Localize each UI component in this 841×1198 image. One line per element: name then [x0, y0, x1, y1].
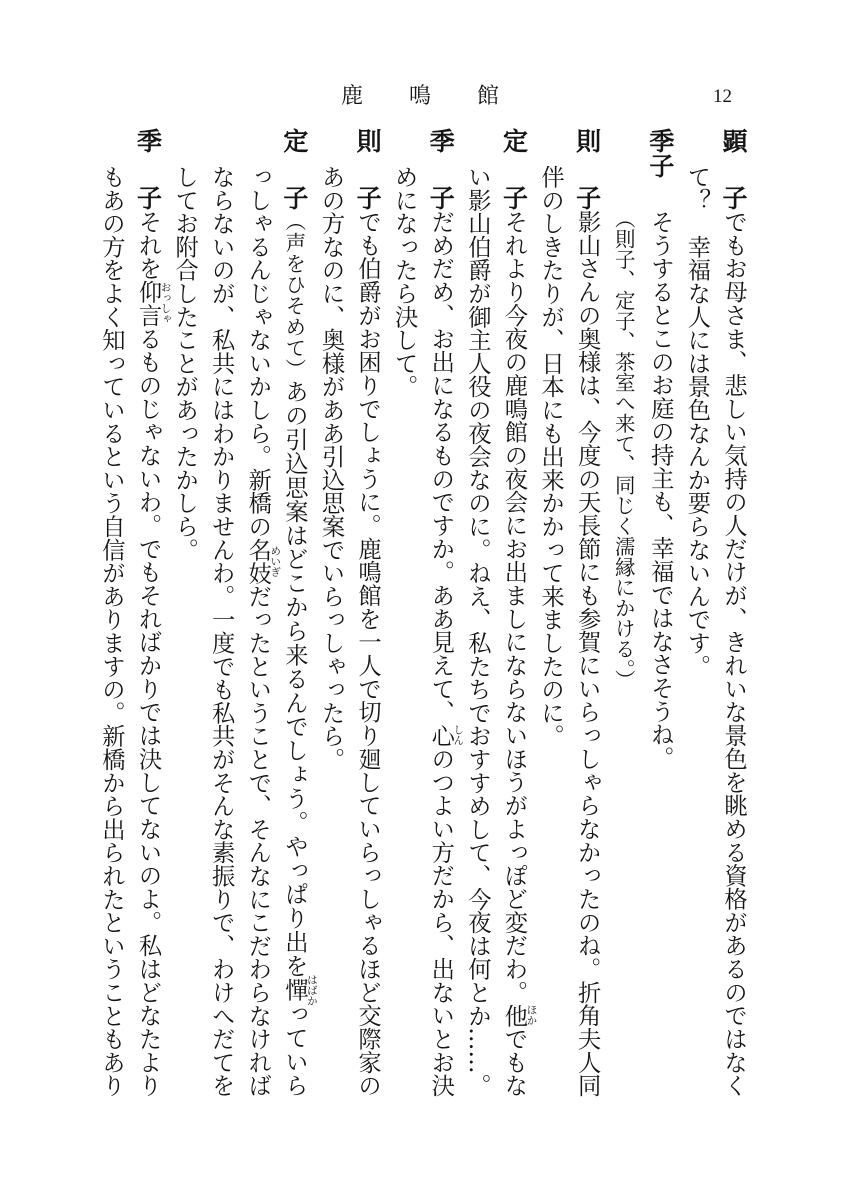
- dialogue-text: て？ 幸福な人には景色なんか要らないんです。: [683, 165, 711, 678]
- ruby-annotation: はばか: [305, 974, 318, 1006]
- dialogue-continuation-line: [239, 128, 282, 1097]
- dialogue-continuation-line: [92, 128, 129, 1097]
- ruby-base: 名妓: [244, 537, 272, 585]
- dialogue-text: っていら: [280, 1001, 308, 1097]
- dialogue-continuation-line: [678, 128, 715, 1097]
- ruby-group: [500, 1003, 538, 1027]
- dialogue-text: そうするとこのお庭の持主も、幸福ではなさそうね。: [646, 210, 674, 770]
- dialogue-continuation-line: [312, 128, 349, 1097]
- speaker-name: 季子: [426, 128, 456, 210]
- dialogue-text: でもお母さま、悲しい気持の人だけが、きれいな景色を眺める資格があるのではなく: [720, 210, 747, 1097]
- dialogue-line: [348, 128, 385, 1097]
- speaker-name: 季子: [133, 128, 163, 210]
- ruby-base: 他: [500, 1003, 528, 1027]
- dialogue-text: してお附合したことがあったかしら。: [171, 165, 199, 562]
- dialogue-text: ならないのが、私共にはわかりませんわ。一度でも私共がそんな素振りで、わけへだてを: [207, 165, 235, 1097]
- dialogue-line: [641, 128, 678, 1097]
- dialogue-text: 影山さんの奥様は、今度の天長節にも参賀にいらっしゃらなかったのね。折角夫人同: [573, 210, 601, 1097]
- dialogue-continuation-line: [458, 128, 495, 1097]
- speaker-name: 則子: [353, 128, 383, 210]
- dialogue-text: るものじゃないわ。でもそればかりでは決してないのよ。私はどなたより: [134, 326, 162, 1097]
- dialogue-text: い影山伯爵が御主人役の夜会なのに。ねえ、私たちでおすすめして、今夜は何とか……。: [463, 165, 491, 1097]
- dialogue-continuation-line: [531, 128, 568, 1097]
- script-body: [92, 128, 751, 1097]
- ruby-annotation: めいぎ: [269, 545, 282, 577]
- dialogue-text: でもな: [500, 1027, 528, 1097]
- ruby-group: [427, 723, 465, 747]
- dialogue-line: [422, 128, 465, 1097]
- stage-direction: （則子、定子、茶室へ来て、同じく濡縁にかける。）: [611, 208, 636, 690]
- ruby-base: 憚: [280, 977, 308, 1002]
- dialogue-text: でも伯爵がお困りでしょうに。鹿鳴館を一人で切り廻していらっしゃるほど交際家の: [354, 210, 382, 1097]
- dialogue-text: っしゃるんじゃないかしら。新橋の: [244, 165, 272, 538]
- dialogue-text: あの方なのに、奥様がああ引込思案でいらっしゃったら。: [317, 165, 345, 771]
- ruby-group: [280, 974, 318, 1006]
- speaker-name: 定子: [499, 128, 529, 210]
- dialogue-continuation-line: [385, 128, 422, 1097]
- ruby-annotation: おっしゃ: [159, 282, 172, 325]
- dialogue-text: それより今夜の鹿鳴館の夜会にお出ましにならないほうがよっぽど変だわ。: [500, 210, 528, 1004]
- dialogue-line: [495, 128, 538, 1097]
- ruby-annotation: しん: [452, 724, 465, 746]
- ruby-base: 心: [427, 723, 455, 747]
- dialogue-line: [275, 128, 318, 1097]
- speaker-name: 季子: [645, 128, 675, 178]
- dialogue-continuation-line: [166, 128, 203, 1097]
- ruby-group: [134, 280, 172, 327]
- speaker-name: 顕子: [719, 128, 748, 210]
- ruby-group: [244, 537, 282, 585]
- dialogue-text: のつよい方だから、出ないとお決: [427, 746, 455, 1097]
- dialogue-text: それを: [134, 210, 162, 281]
- stage-direction: （声をひそめて）: [281, 210, 306, 380]
- dialogue-text: めになったら決して。: [390, 165, 418, 398]
- dialogue-line: [129, 128, 172, 1097]
- ruby-annotation: ほか: [525, 1004, 538, 1026]
- dialogue-line: [714, 128, 751, 1097]
- dialogue-text: だめだめ、お出になるものですか。ああ見えて、: [427, 210, 455, 724]
- speaker-name: 則子: [572, 128, 602, 210]
- dialogue-text: 伴のしきたりが、日本にも出来かかって来ましたのに。: [537, 165, 565, 748]
- stage-direction-line: [605, 128, 642, 1097]
- dialogue-text: あの引込思案はどこから来るんでしょう。やっぱり出を: [280, 379, 308, 978]
- dialogue-text: だったということで、そんなにこだわらなければ: [244, 584, 272, 1097]
- dialogue-text: もあの方をよく知っているという自信がありますの。新橋から出られたということもあり: [97, 165, 125, 1097]
- dialogue-line: [568, 128, 605, 1097]
- running-head-title: 鹿鳴館: [341, 84, 546, 109]
- ruby-base: 仰言: [134, 280, 162, 327]
- speaker-name: 定子: [279, 128, 309, 210]
- page-number: 12: [713, 86, 732, 107]
- dialogue-continuation-line: [202, 128, 239, 1097]
